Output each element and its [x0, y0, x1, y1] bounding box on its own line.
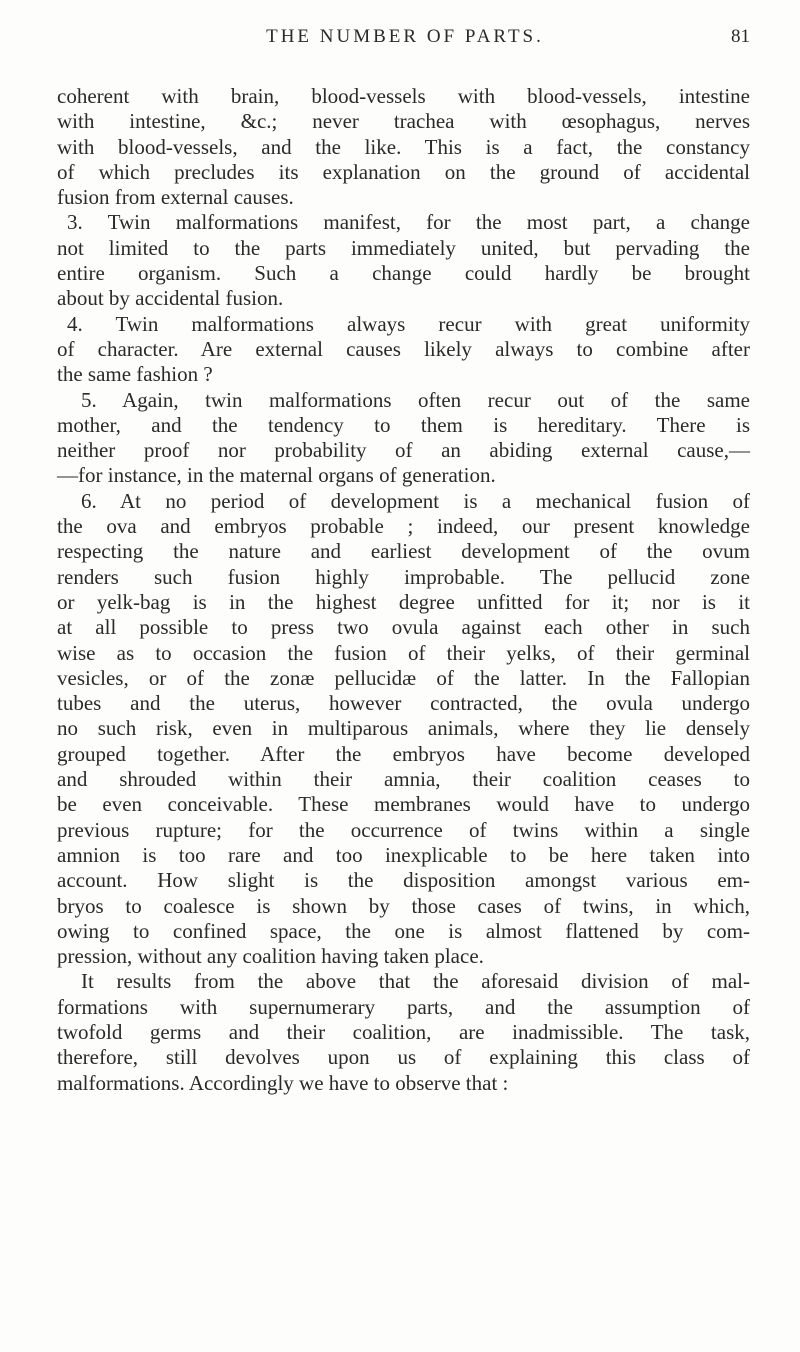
text-line: wise as to occasion the fusion of their yelks, of their germinal	[57, 640, 750, 665]
text-line: formations with supernumerary parts, and the assumption of	[57, 994, 750, 1019]
text-line: owing to confined space, the one is almost flattened by com-	[57, 918, 750, 943]
text-line: It results from the above that the aforesaid division of mal-	[81, 969, 750, 994]
body-text	[57, 84, 750, 1096]
text-line: —for instance, in the maternal organs of generation.	[57, 463, 496, 488]
text-line: the same fashion ?	[57, 362, 213, 387]
text-line: account. How slight is the disposition amongst various em-	[57, 868, 750, 893]
text-line: previous rupture; for the occurrence of twins within a single	[57, 817, 750, 842]
text-line: neither proof nor probability of an abiding external cause,—	[57, 438, 750, 463]
text-line: 3. Twin malformations manifest, for the most part, a change	[67, 210, 750, 235]
text-line: of character. Are external causes likely always to combine after	[57, 336, 750, 361]
text-line: 4. Twin malformations always recur with great uniformity	[67, 311, 750, 336]
text-line: about by accidental fusion.	[57, 286, 284, 311]
text-line: renders such fusion highly improbable. The pellucid zone	[57, 564, 750, 589]
text-line: respecting the nature and earliest development of the ovum	[57, 539, 750, 564]
text-line: entire organism. Such a change could hardly be brought	[57, 261, 750, 286]
text-line: no such risk, even in multiparous animals, where they lie densely	[57, 716, 750, 741]
text-line: at all possible to press two ovula against each other in such	[57, 615, 750, 640]
running-head	[60, 22, 750, 52]
page-number: 81	[731, 26, 750, 47]
text-line: not limited to the parts immediately united, but pervading the	[57, 235, 750, 260]
text-line: with intestine, &c.; never trachea with œsophagus, nerves	[57, 109, 750, 134]
text-line: 6. At no period of development is a mechanical fusion of	[81, 488, 750, 513]
text-line: of which precludes its explanation on the ground of accidental	[57, 159, 750, 184]
text-line: vesicles, or of the zonæ pellucidæ of the latter. In the Fallopian	[57, 665, 750, 690]
text-line: twofold germs and their coalition, are inadmissible. The task,	[57, 1019, 750, 1044]
text-line: therefore, still devolves upon us of explaining this class of	[57, 1045, 750, 1070]
text-line: the ova and embryos probable ; indeed, our present knowledge	[57, 514, 750, 539]
text-line: and shrouded within their amnia, their coalition ceases to	[57, 767, 750, 792]
text-line: 5. Again, twin malformations often recur out of the same	[81, 387, 750, 412]
text-line: coherent with brain, blood-vessels with blood-vessels, intestine	[57, 84, 750, 108]
text-line: bryos to coalesce is shown by those cases of twins, in which,	[57, 893, 750, 918]
text-line: amnion is too rare and too inexplicable to be here taken into	[57, 842, 750, 867]
text-line: fusion from external causes.	[57, 185, 294, 210]
text-line: be even conceivable. These membranes would have to undergo	[57, 792, 750, 817]
text-line: grouped together. After the embryos have become developed	[57, 741, 750, 766]
text-line: with blood-vessels, and the like. This is a fact, the constancy	[57, 134, 750, 159]
text-line: malformations. Accordingly we have to observe that :	[57, 1070, 509, 1095]
text-line: mother, and the tendency to them is hereditary. There is	[57, 412, 750, 437]
text-line: pression, without any coalition having taken place.	[57, 944, 484, 969]
running-title: THE NUMBER OF PARTS.	[266, 26, 544, 47]
text-line: or yelk-bag is in the highest degree unfitted for it; nor is it	[57, 589, 750, 614]
text-line: tubes and the uterus, however contracted, the ovula undergo	[57, 691, 750, 716]
